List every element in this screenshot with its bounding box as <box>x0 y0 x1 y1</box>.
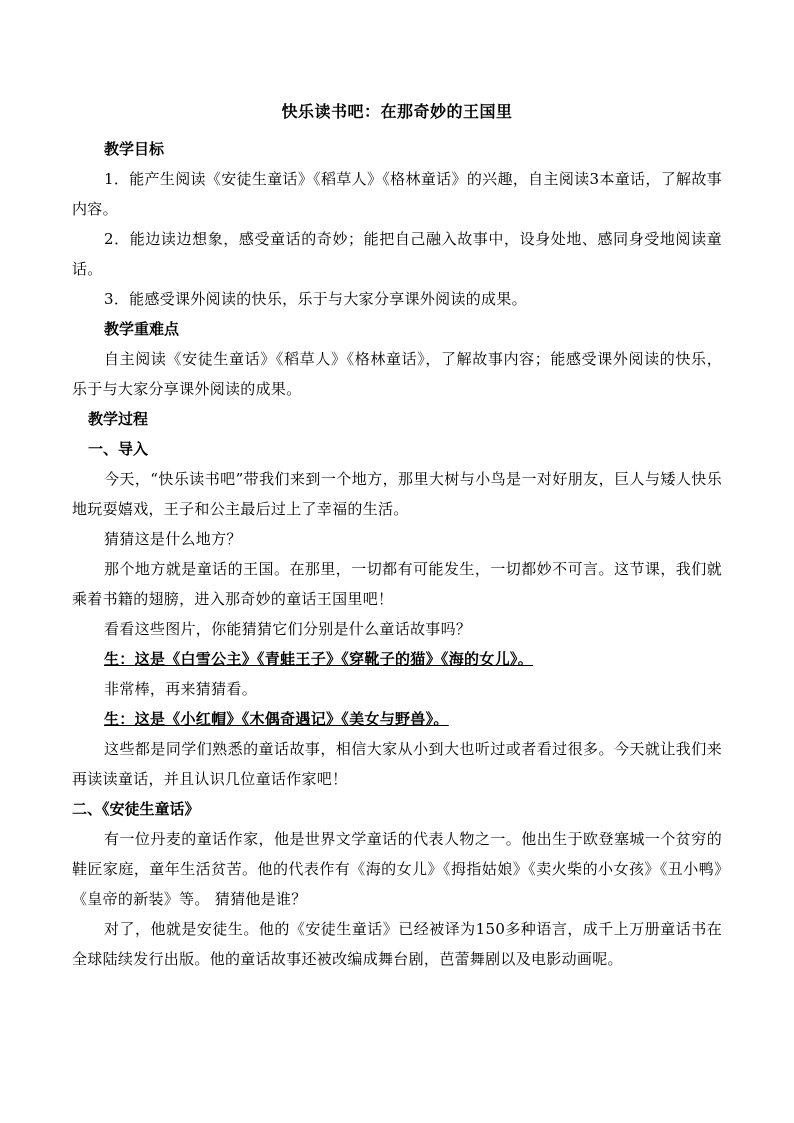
student-answer-2: 生：这是《小红帽》《木偶奇遇记》《美女与野兽》。 <box>104 710 449 728</box>
goal-item-1: 1．能产生阅读《安徒生童话》《稻草人》《格林童话》的兴趣，自主阅读3本童话，了解故事内容。 <box>72 170 722 218</box>
andersen-paragraph-2: 对了，他就是安徒生。他的《安徒生童话》已经被译为150多种语言，成千上万册童话书在全球陆续发行出版。他的童话故事还被改编成舞台剧，芭蕾舞剧以及电影动画呢。 <box>72 920 722 968</box>
intro-paragraph-6: 这些都是同学们熟悉的童话故事，相信大家从小到大也听过或者看过很多。今天就让我们来再读读童话，并且认识几位童话作家吧！ <box>72 740 722 788</box>
andersen-heading: 二、《安徒生童话》 <box>72 800 200 818</box>
intro-paragraph-1: 今天，“快乐读书吧”带我们来到一个地方，那里大树与小鸟是一对好朋友，巨人与矮人快乐地玩耍嬉戏，王子和公主最后过上了幸福的生活。 <box>72 470 722 518</box>
goal-item-2: 2．能边读边想象，感受童话的奇妙；能把自己融入故事中，设身处地、感同身受地阅读童话。 <box>72 230 722 278</box>
student-answer-1: 生：这是《白雪公主》《青蛙王子》《穿靴子的猫》《海的女儿》。 <box>104 650 534 668</box>
andersen-paragraph-1: 有一位丹麦的童话作家，他是世界文学童话的代表人物之一。他出生于欧登塞城一个贫穷的鞋匠家庭，童年生活贫苦。他的代表作有《海的女儿》《拇指姑娘》《卖火柴的小女孩》《丑小鸭》《皇帝的新装》等。 猜猜他是谁？ <box>72 830 722 908</box>
intro-paragraph-4: 看看这些图片，你能猜猜它们分别是什么童话故事吗？ <box>104 620 472 638</box>
intro-paragraph-2: 猜猜这是什么地方？ <box>104 530 242 548</box>
intro-paragraph-3: 那个地方就是童话的王国。在那里，一切都有可能发生，一切都妙不可言。这节课，我们就乘着书籍的翅膀，进入那奇妙的童话王国里吧！ <box>72 560 722 608</box>
key-points-heading: 教学重难点 <box>104 320 180 338</box>
process-heading: 教学过程 <box>88 410 149 428</box>
goal-item-3: 3．能感受课外阅读的快乐，乐于与大家分享课外阅读的成果。 <box>104 290 527 308</box>
document-title: 快乐读书吧：在那奇妙的王国里 <box>281 102 513 121</box>
document-page <box>72 100 722 974</box>
key-points-text: 自主阅读《安徒生童话》《稻草人》《格林童话》，了解故事内容；能感受课外阅读的快乐，乐于与大家分享课外阅读的成果。 <box>72 350 722 398</box>
goals-heading: 教学目标 <box>104 140 165 158</box>
intro-heading: 一、导入 <box>88 440 149 458</box>
intro-paragraph-5: 非常棒，再来猜猜看。 <box>104 680 258 698</box>
